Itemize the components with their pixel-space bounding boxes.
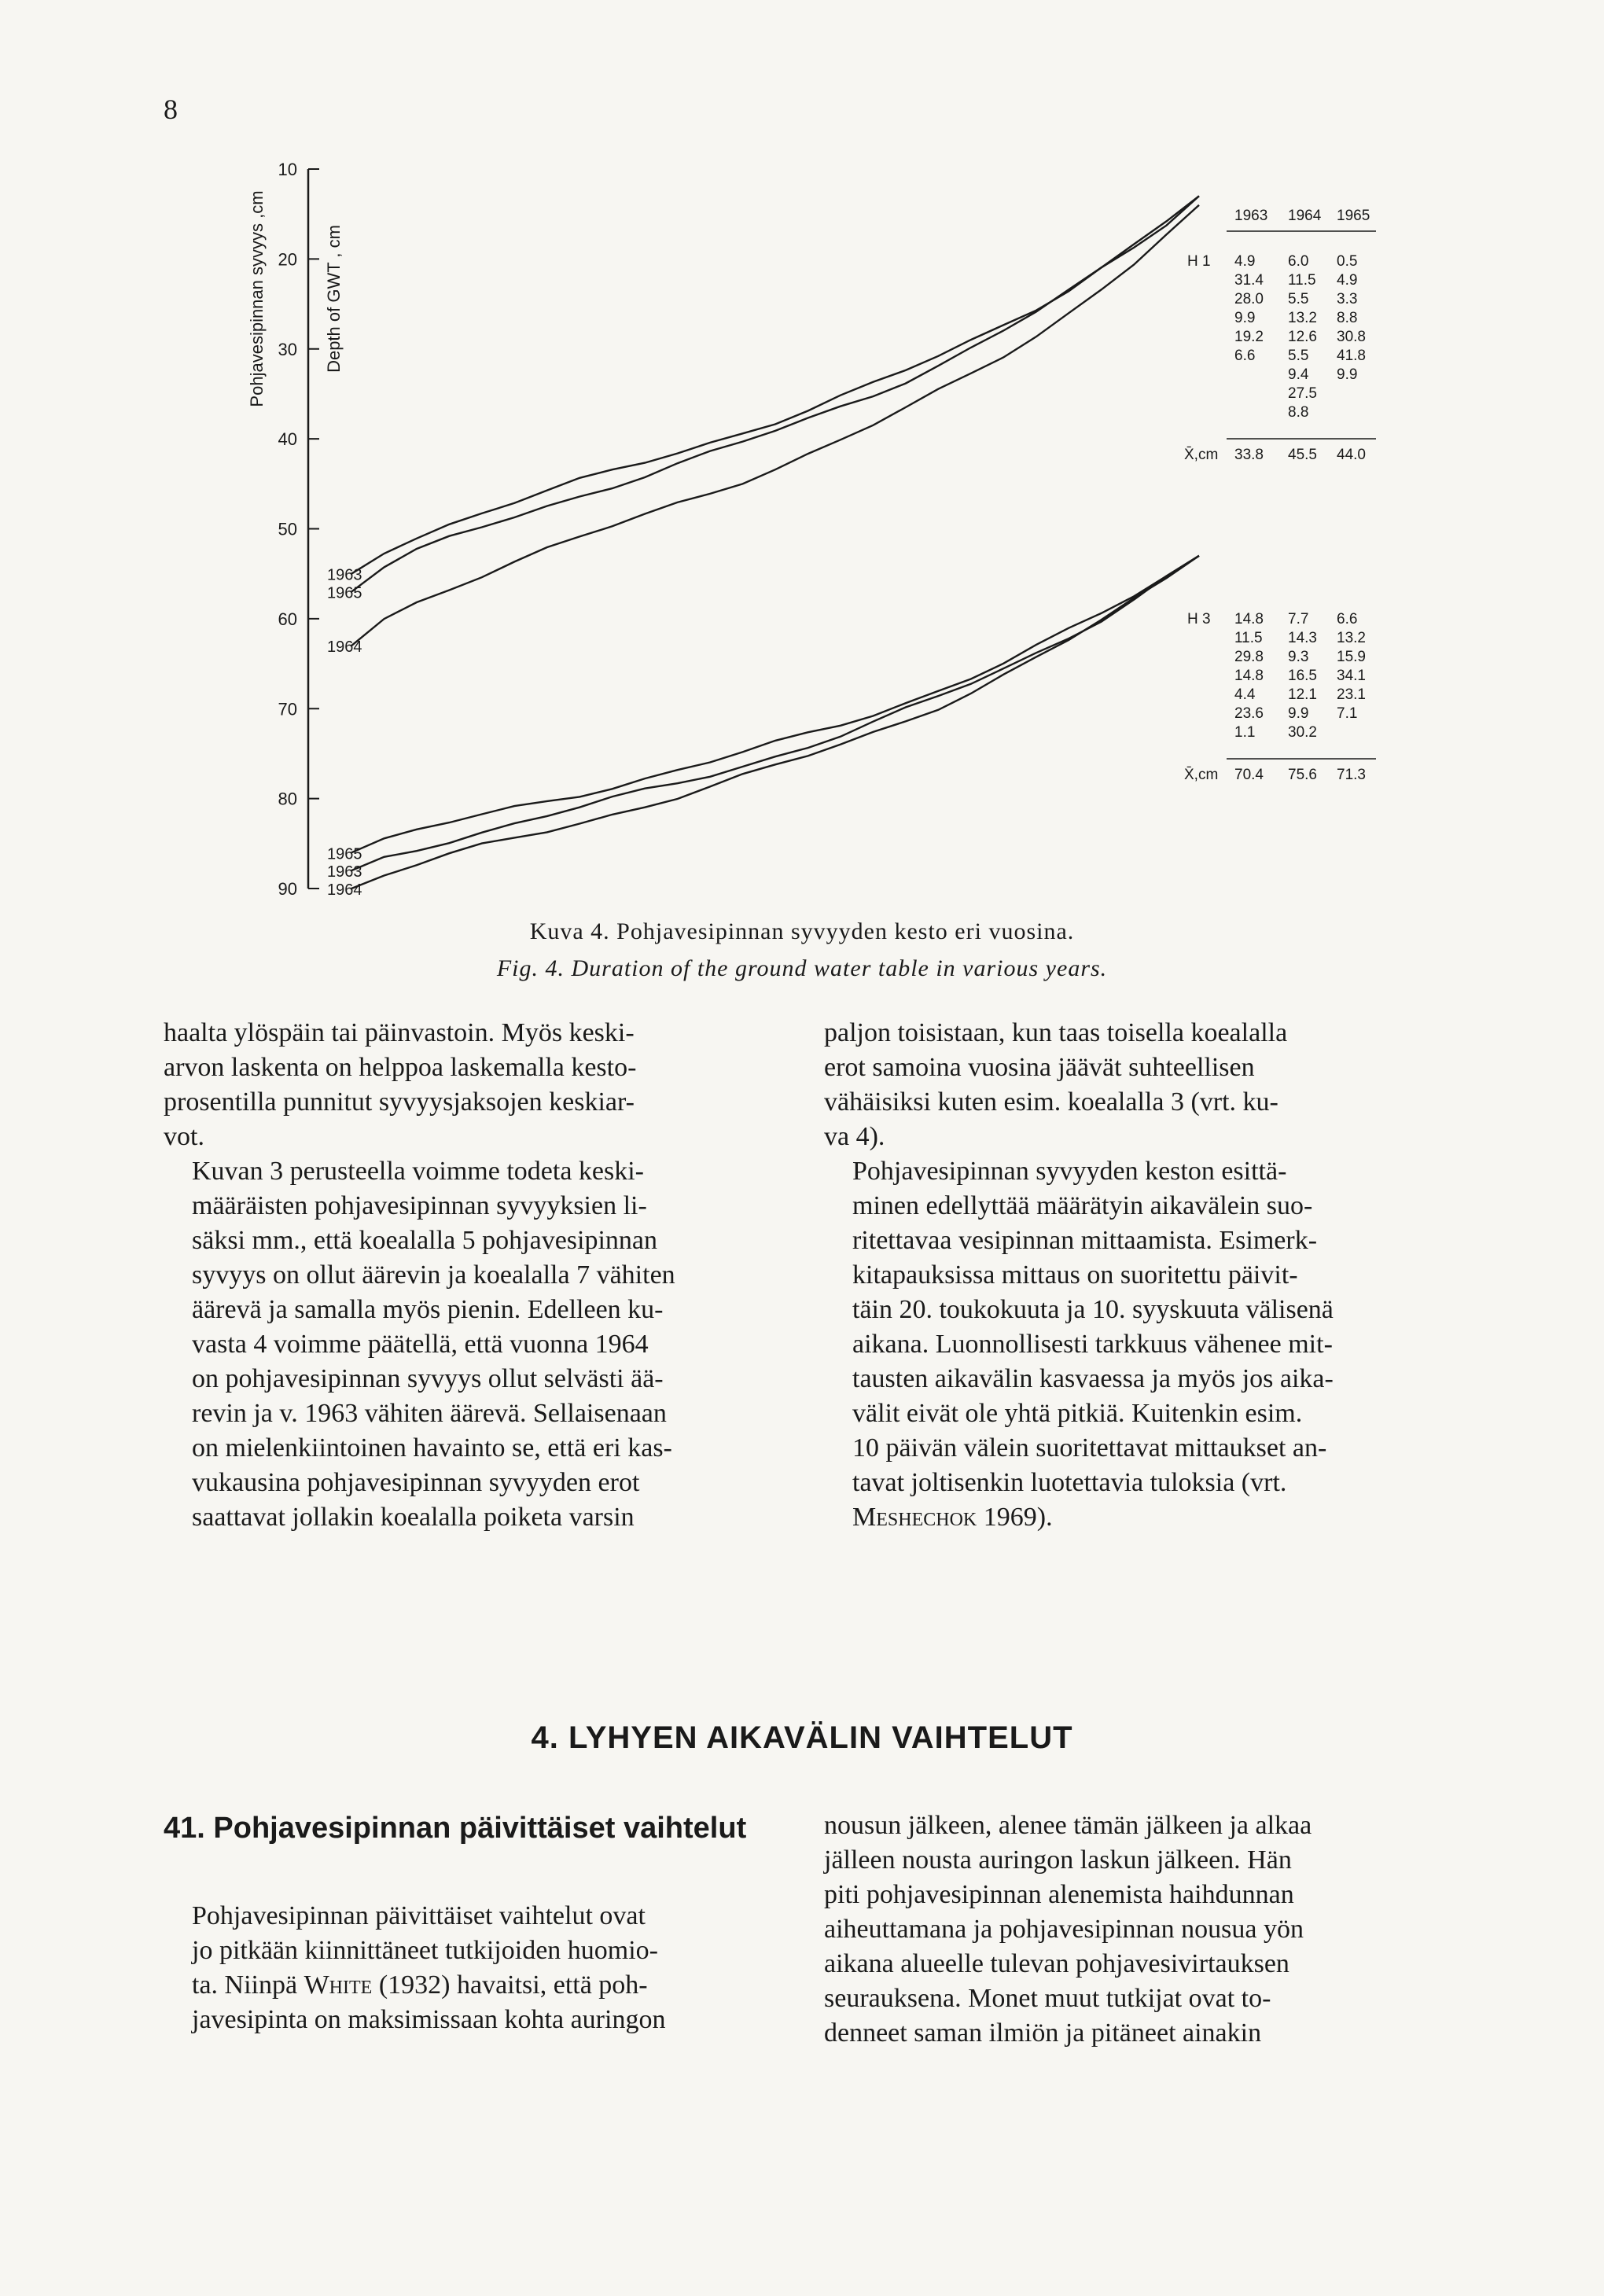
y-tick-label: 40 xyxy=(278,429,297,450)
table-cell: 7.7 xyxy=(1288,611,1309,627)
series-line-h3-1964 xyxy=(351,556,1199,889)
table-cell: 4.4 xyxy=(1234,686,1256,703)
table-mean-cell: 75.6 xyxy=(1288,767,1317,783)
table-cell: 9.3 xyxy=(1288,649,1309,665)
table-cell: 14.3 xyxy=(1288,630,1317,646)
paragraph xyxy=(824,1808,1453,2051)
series-label: 1965 xyxy=(327,845,362,863)
table-cell: 13.2 xyxy=(1288,310,1317,326)
paragraph xyxy=(164,1016,793,1154)
table-mean-label: X̄,cm xyxy=(1184,447,1219,463)
table-cell: 6.0 xyxy=(1288,253,1309,270)
table-header-cell: 1965 xyxy=(1337,208,1370,224)
table-cell: 12.6 xyxy=(1288,329,1317,345)
text-line: arvon laskenta on helppoa laskemalla kesto- xyxy=(164,1053,637,1082)
table-mean-cell: 70.4 xyxy=(1234,767,1264,783)
table-cell: 31.4 xyxy=(1234,272,1264,289)
y-tick-label: 10 xyxy=(278,160,297,179)
paragraph xyxy=(164,1899,793,2037)
text-line: prosentilla punnitut syvyysjaksojen keskiar- xyxy=(164,1087,635,1117)
table-cell: 16.5 xyxy=(1288,668,1317,684)
table-cell: 4.9 xyxy=(1337,272,1358,289)
table-cell: 8.8 xyxy=(1288,404,1309,421)
text-line: paljon toisistaan, kun taas toisella koealalla xyxy=(824,1018,1288,1047)
table-cell: 9.9 xyxy=(1337,366,1358,383)
table-cell: 6.6 xyxy=(1337,611,1358,627)
y-tick-label: 70 xyxy=(278,699,297,719)
table-cell: 19.2 xyxy=(1234,329,1264,345)
figure-caption-en: Fig. 4. Duration of the ground water table in various years. xyxy=(496,955,1108,981)
text-line: vot. xyxy=(164,1122,204,1151)
table-cell: 3.3 xyxy=(1337,291,1358,307)
series-line-h3-1963 xyxy=(351,556,1199,870)
table-cell: 6.6 xyxy=(1234,348,1256,364)
text-line: aikana alueelle tulevan pohjavesivirtauksen xyxy=(824,1949,1289,1978)
table-cell: 1.1 xyxy=(1234,724,1256,741)
text-line: tausten aikavälin kasvaessa ja myös jos aika- xyxy=(852,1364,1334,1393)
table-mean-label: X̄,cm xyxy=(1184,767,1219,783)
text-line xyxy=(164,1968,793,2003)
table-cell: 9.9 xyxy=(1288,705,1309,722)
author-name: White xyxy=(304,1970,373,2000)
text-line: on mielenkiintoinen havainto se, että eri kas- xyxy=(192,1433,672,1463)
text-line: syvyys on ollut äärevin ja koealalla 7 vähiten xyxy=(192,1260,675,1290)
table-cell: 23.1 xyxy=(1337,686,1366,703)
table-cell: 5.5 xyxy=(1288,291,1309,307)
section-title: 4. LYHYEN AIKAVÄLIN VAIHTELUT xyxy=(531,1720,1073,1755)
text-line: denneet saman ilmiön ja pitäneet ainakin xyxy=(824,2018,1262,2048)
text-line: äärevä ja samalla myös pienin. Edelleen ku- xyxy=(192,1295,664,1324)
chart-axis xyxy=(278,160,319,899)
table-cell: 28.0 xyxy=(1234,291,1264,307)
series-label: 1964 xyxy=(327,638,362,657)
table-cell: 9.9 xyxy=(1234,310,1256,326)
text-line: säksi mm., että koealalla 5 pohjavesipinnan xyxy=(192,1226,658,1255)
table-cell: 12.1 xyxy=(1288,686,1317,703)
text-line: seurauksena. Monet muut tutkijat ovat to- xyxy=(824,1984,1271,2013)
series-line-h1-1963 xyxy=(351,196,1199,573)
left-column xyxy=(164,1016,793,1535)
text-line: nousun jälkeen, alenee tämän jälkeen ja alkaa xyxy=(824,1811,1312,1840)
chart-tables xyxy=(1184,208,1376,783)
table-mean-cell: 44.0 xyxy=(1337,447,1366,463)
table-cell: 34.1 xyxy=(1337,668,1366,684)
series-line-h1-1964 xyxy=(351,205,1199,646)
text-line: saattavat jollakin koealalla poiketa varsin xyxy=(192,1503,635,1532)
text-line: vasta 4 voimme päätellä, että vuonna 1964 xyxy=(192,1330,649,1359)
text-line: 10 päivän välein suoritettavat mittaukset an- xyxy=(852,1433,1327,1463)
table-cell: 14.8 xyxy=(1234,668,1264,684)
series-label: 1963 xyxy=(327,863,362,881)
table-header-cell: 1964 xyxy=(1288,208,1322,224)
table-mean-cell: 71.3 xyxy=(1337,767,1366,783)
y-tick-label: 90 xyxy=(278,879,297,899)
table-cell: 29.8 xyxy=(1234,649,1264,665)
text-line: ritettavaa vesipinnan mittaamista. Esimerk- xyxy=(852,1226,1318,1255)
left-column-lower xyxy=(164,1899,793,2037)
text-line: jälleen nousta auringon laskun jälkeen. Hän xyxy=(824,1845,1292,1875)
text-fragment: ta. Niinpä xyxy=(192,1970,304,2000)
author-name: Meshechok xyxy=(852,1503,977,1532)
table-group-label: H 1 xyxy=(1187,253,1211,270)
text-line: piti pohjavesipinnan alenemista haihdunnan xyxy=(824,1880,1294,1909)
y-tick-label: 80 xyxy=(278,789,297,809)
table-cell: 15.9 xyxy=(1337,649,1366,665)
series-label: 1963 xyxy=(327,566,362,584)
right-column xyxy=(824,1016,1453,1535)
text-line: kitapauksissa mittaus on suoritettu päivit- xyxy=(852,1260,1298,1290)
text-line: haalta ylöspäin tai päinvastoin. Myös keski- xyxy=(164,1018,635,1047)
text-fragment: (1932) havaitsi, että poh- xyxy=(372,1970,648,2000)
table-cell: 5.5 xyxy=(1288,348,1309,364)
table-cell: 14.8 xyxy=(1234,611,1264,627)
duration-chart xyxy=(0,0,1604,944)
text-line: jo pitkään kiinnittäneet tutkijoiden huomio- xyxy=(192,1936,659,1965)
text-line: erot samoina vuosina jäävät suhteellisen xyxy=(824,1053,1255,1082)
text-line: minen edellyttää määrätyin aikavälein suo- xyxy=(852,1191,1313,1220)
table-mean-cell: 45.5 xyxy=(1288,447,1317,463)
y-tick-label: 30 xyxy=(278,339,297,359)
text-line: on pohjavesipinnan syvyys ollut selvästi ää- xyxy=(192,1364,664,1393)
text-line: välit eivät ole yhtä pitkiä. Kuitenkin esim. xyxy=(852,1399,1303,1428)
table-cell: 8.8 xyxy=(1337,310,1358,326)
text-line: va 4). xyxy=(824,1122,885,1151)
paragraph xyxy=(824,1016,1453,1154)
y-axis-label-fi: Pohjavesipinnan syvyys ,cm xyxy=(247,190,267,407)
series-line-h3-1965 xyxy=(351,556,1199,853)
text-line: tavat joltisenkin luotettavia tuloksia (vrt. xyxy=(852,1468,1287,1497)
table-cell: 23.6 xyxy=(1234,705,1264,722)
table-cell: 30.8 xyxy=(1337,329,1366,345)
text-line: javesipinta on maksimissaan kohta auringon xyxy=(192,2005,666,2034)
text-line: Kuvan 3 perusteella voimme todeta keski- xyxy=(192,1157,644,1186)
text-line: aiheuttamana ja pohjavesipinnan nousua yön xyxy=(824,1915,1304,1944)
table-cell: 0.5 xyxy=(1337,253,1358,270)
table-cell: 9.4 xyxy=(1288,366,1309,383)
table-cell: 13.2 xyxy=(1337,630,1366,646)
text-line: Pohjavesipinnan syvyyden keston esittä- xyxy=(852,1157,1287,1186)
y-tick-label: 60 xyxy=(278,609,297,629)
figure-caption-fi: Kuva 4. Pohjavesipinnan syvyyden kesto eri vuosina. xyxy=(529,918,1075,944)
y-tick-label: 20 xyxy=(278,249,297,270)
y-tick-label: 50 xyxy=(278,519,297,539)
paragraph xyxy=(824,1154,1453,1535)
table-cell: 30.2 xyxy=(1288,724,1317,741)
series-line-h1-1965 xyxy=(351,196,1199,591)
text-line: Pohjavesipinnan päivittäiset vaihtelut ovat xyxy=(192,1901,646,1930)
table-cell: 7.1 xyxy=(1337,705,1358,722)
table-cell: 41.8 xyxy=(1337,348,1366,364)
series-label: 1965 xyxy=(327,584,362,602)
text-line: vähäisiksi kuten esim. koealalla 3 (vrt. ku- xyxy=(824,1087,1278,1117)
table-header-cell: 1963 xyxy=(1234,208,1268,224)
text-line: täin 20. toukokuuta ja 10. syyskuuta välisenä xyxy=(852,1295,1334,1324)
paragraph xyxy=(164,1154,793,1535)
table-cell: 11.5 xyxy=(1288,272,1316,289)
right-column-lower xyxy=(824,1808,1453,2051)
text-line xyxy=(824,1500,1453,1535)
text-line: aikana. Luonnollisesti tarkkuus vähenee mit- xyxy=(852,1330,1333,1359)
page-number: 8 xyxy=(164,94,178,125)
table-cell: 27.5 xyxy=(1288,385,1317,402)
table-cell: 4.9 xyxy=(1234,253,1256,270)
table-group-label: H 3 xyxy=(1187,611,1211,627)
text-line: vukausina pohjavesipinnan syvyyden erot xyxy=(192,1468,640,1497)
citation-year: 1969). xyxy=(977,1503,1053,1532)
series-label: 1964 xyxy=(327,881,362,899)
subsection-title: 41. Pohjavesipinnan päivittäiset vaihtelut xyxy=(164,1812,747,1845)
text-line: revin ja v. 1963 vähiten äärevä. Sellaisenaan xyxy=(192,1399,667,1428)
y-axis-label-en: Depth of GWT , cm xyxy=(324,225,344,373)
text-line: määräisten pohjavesipinnan syvyyksien li- xyxy=(192,1191,647,1220)
table-cell: 11.5 xyxy=(1234,630,1263,646)
chart-series xyxy=(327,196,1199,899)
table-mean-cell: 33.8 xyxy=(1234,447,1264,463)
